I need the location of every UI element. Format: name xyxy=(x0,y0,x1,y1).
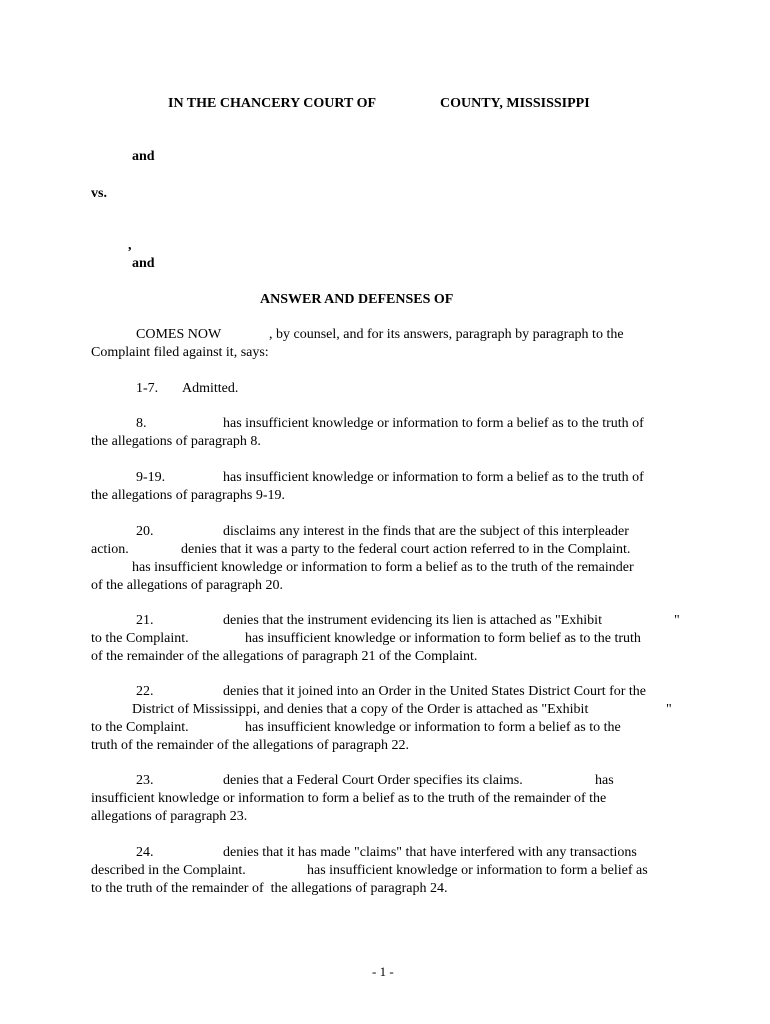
caption-and-1: and xyxy=(132,149,155,164)
paragraph-number: 1-7. xyxy=(136,381,159,396)
paragraph-text: action. xyxy=(91,542,129,557)
paragraph-text: insufficient knowledge or information to form a belief as to the truth of the remainder of the xyxy=(91,791,607,806)
caption-and-2: and xyxy=(132,256,155,271)
paragraph-text: disclaims any interest in the finds that are the subject of this interpleader xyxy=(223,524,629,539)
caption-comma: , xyxy=(128,238,132,253)
paragraph-text: District of Mississippi, and denies that a copy of the Order is attached as "Exhibit xyxy=(132,702,589,717)
intro-line-1: , by counsel, and for its answers, paragraph by paragraph to the xyxy=(269,327,624,342)
paragraph-number: 8. xyxy=(136,416,147,431)
paragraph-text: denies that it has made "claims" that have interfered with any transactions xyxy=(223,845,637,860)
paragraph-number: 24. xyxy=(136,845,154,860)
paragraph-text: allegations of paragraph 23. xyxy=(91,809,248,824)
paragraph-text: has insufficient knowledge or information to form a belief as to the truth of xyxy=(223,416,644,431)
paragraph-text: has xyxy=(595,773,614,788)
paragraph-text: denies that it was a party to the federal court action referred to in the Complaint. xyxy=(181,542,631,557)
intro-line-2: Complaint filed against it, says: xyxy=(91,345,269,360)
paragraph-text: " xyxy=(674,613,680,628)
paragraph-text: " xyxy=(666,702,672,717)
paragraph-text: to the Complaint. xyxy=(91,631,189,646)
page-number: - 1 - xyxy=(372,964,394,979)
document-title: ANSWER AND DEFENSES OF xyxy=(260,292,454,307)
paragraph-number: 20. xyxy=(136,524,154,539)
paragraph-number: 22. xyxy=(136,684,154,699)
paragraph-text: to the Complaint. xyxy=(91,720,189,735)
paragraph-text: of the remainder of the allegations of paragraph 21 of the Complaint. xyxy=(91,649,478,664)
paragraph-text: denies that it joined into an Order in the United States District Court for the xyxy=(223,684,647,699)
paragraph-text: Admitted. xyxy=(182,381,239,396)
caption-vs: vs. xyxy=(91,186,107,201)
paragraph-text: has insufficient knowledge or information to form a belief as xyxy=(307,863,648,878)
paragraph-text: has insufficient knowledge or information to form a belief as to the xyxy=(245,720,621,735)
paragraph-text: has insufficient knowledge or information to form a belief as to the truth of xyxy=(223,470,644,485)
paragraph-number: 23. xyxy=(136,773,154,788)
paragraph-number: 21. xyxy=(136,613,154,628)
paragraph-text: the allegations of paragraphs 9-19. xyxy=(91,488,285,503)
intro-comes-now: COMES NOW xyxy=(136,327,222,342)
paragraph-text: described in the Complaint. xyxy=(91,863,246,878)
paragraph-text: the allegations of paragraph 8. xyxy=(91,434,261,449)
paragraph-number: 9-19. xyxy=(136,470,166,485)
court-heading-right: COUNTY, MISSISSIPPI xyxy=(440,96,590,111)
paragraph-text: has insufficient knowledge or information to form belief as to the truth xyxy=(245,631,641,646)
paragraph-text: denies that the instrument evidencing its lien is attached as "Exhibit xyxy=(223,613,602,628)
paragraph-text: of the allegations of paragraph 20. xyxy=(91,578,284,593)
paragraph-text: to the truth of the remainder of the allegations of paragraph 24. xyxy=(91,881,448,896)
court-heading-left: IN THE CHANCERY COURT OF xyxy=(168,96,377,111)
paragraph-text: denies that a Federal Court Order specifies its claims. xyxy=(223,773,523,788)
paragraph-text: truth of the remainder of the allegations of paragraph 22. xyxy=(91,738,409,753)
paragraph-text: has insufficient knowledge or information to form a belief as to the truth of the remainder xyxy=(132,560,634,575)
